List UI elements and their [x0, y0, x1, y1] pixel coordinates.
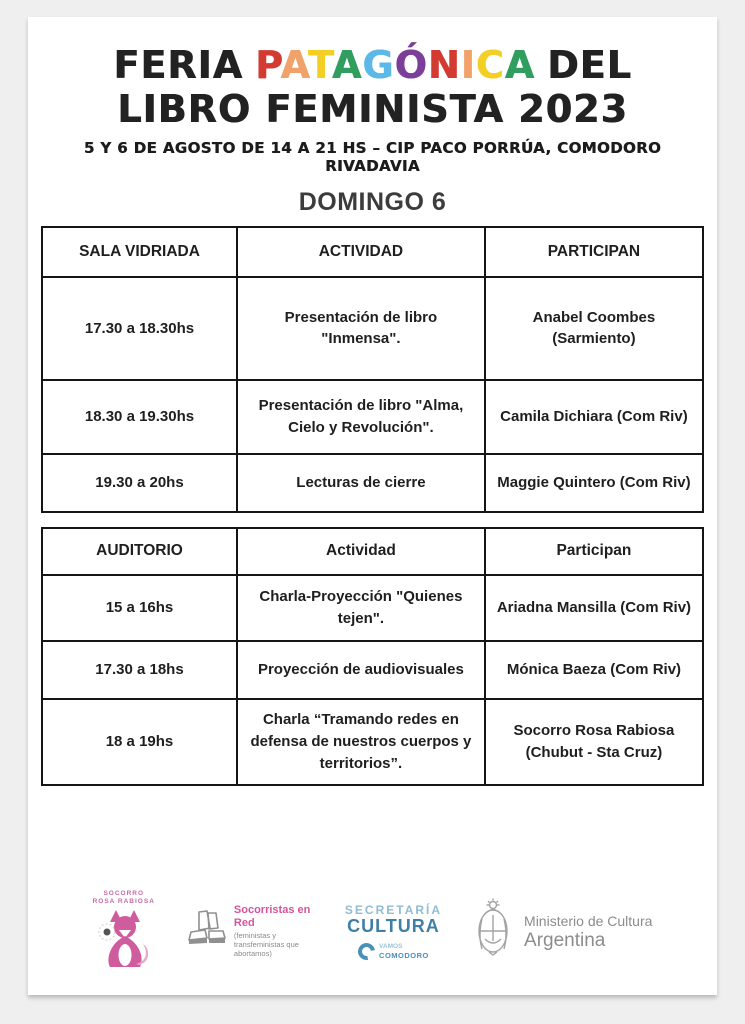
socorristas-text: [234, 904, 315, 959]
column-header: ACTIVIDAD: [237, 227, 485, 277]
cultura-label: CULTURA: [347, 916, 440, 937]
secretaria-label: SECRETARÍA: [344, 903, 443, 918]
ministerio-text: [524, 912, 652, 952]
participants-cell: Camila Dichiara (Com Riv): [485, 380, 703, 454]
participants-cell: Anabel Coombes (Sarmiento): [485, 277, 703, 380]
title-letter: C: [475, 43, 505, 87]
socorro-rosa-rabiosa-logo: [93, 890, 155, 973]
activity-cell: Presentación de libro "Alma, Cielo y Revolución".: [237, 380, 485, 454]
argentina-label: Argentina: [524, 929, 606, 951]
vamos-comodoro-text: [379, 943, 429, 960]
title-letter: P: [254, 43, 281, 87]
time-cell: 15 a 16hs: [42, 575, 237, 641]
header-row: [42, 528, 703, 575]
schedule-row: [42, 454, 703, 512]
schedule-table-auditorio: [41, 527, 704, 786]
activity-cell: Charla-Proyección "Quienes tejen".: [237, 575, 485, 641]
time-cell: 17.30 a 18hs: [42, 641, 237, 699]
title-letter: A: [504, 43, 536, 87]
schedule-table-sala-vidriada: [41, 226, 704, 513]
pink-fox-icon: [95, 906, 153, 973]
vamos-comodoro-lockup: [358, 943, 429, 960]
participants-cell: Mónica Baeza (Com Riv): [485, 641, 703, 699]
activity-cell: Presentación de libro "Inmensa".: [237, 277, 485, 380]
schedule-row: [42, 380, 703, 454]
poster-page: [28, 17, 717, 995]
time-cell: 19.30 a 20hs: [42, 454, 237, 512]
title-letter: N: [427, 43, 461, 87]
schedule-row: [42, 641, 703, 699]
column-header: Participan: [485, 528, 703, 575]
fox-caption-line2: ROSA RABIOSA: [92, 898, 155, 906]
schedule-row: [42, 699, 703, 785]
socorristas-en-red-logo: [185, 904, 315, 959]
schedule-row: [42, 575, 703, 641]
title-letter: G: [362, 43, 395, 87]
column-header: SALA VIDRIADA: [42, 227, 237, 277]
fox-caption-line1: SOCORRO: [103, 889, 145, 897]
event-date-location: 5 Y 6 DE AGOSTO DE 14 A 21 HS – CIP PACO PORRÚA, COMODORO RIVADAVIA: [83, 138, 662, 175]
poster-title: [41, 43, 704, 132]
title-line2: LIBRO FEMINISTA 2023: [117, 87, 628, 132]
title-letter: Ó: [394, 43, 428, 87]
ministerio-label: Ministerio de Cultura: [524, 912, 653, 929]
column-header: AUDITORIO: [42, 528, 237, 575]
activity-cell: Lecturas de cierre: [237, 454, 485, 512]
time-cell: 17.30 a 18.30hs: [42, 277, 237, 380]
socorristas-title: Socorristas en Red: [233, 904, 311, 930]
title-word-patagonica: [255, 43, 535, 87]
activity-cell: Charla “Tramando redes en defensa de nuestros cuerpos y territorios”.: [237, 699, 485, 785]
sponsor-logos: [41, 890, 704, 973]
title-letter: T: [307, 43, 332, 87]
title-letter: A: [331, 43, 363, 87]
activity-cell: Proyección de audiovisuales: [237, 641, 485, 699]
schedule-row: [42, 277, 703, 380]
schedule-tables: [41, 226, 704, 786]
participants-cell: Socorro Rosa Rabiosa (Chubut - Sta Cruz): [485, 699, 703, 785]
column-header: PARTICIPAN: [485, 227, 703, 277]
socorristas-subtitle: (feministas y transfeministas que abortamos): [233, 930, 299, 959]
vamos-label: VAMOS: [379, 943, 403, 951]
participants-cell: Maggie Quintero (Com Riv): [485, 454, 703, 512]
column-header: Actividad: [237, 528, 485, 575]
ministerio-cultura-logo: [472, 897, 652, 966]
header-row: [42, 227, 703, 277]
time-cell: 18.30 a 19.30hs: [42, 380, 237, 454]
participants-cell: Ariadna Mansilla (Com Riv): [485, 575, 703, 641]
title-letter: A: [280, 43, 308, 87]
comodoro-label: COMODORO: [379, 950, 429, 960]
fox-logo-caption: [93, 890, 155, 906]
time-cell: 18 a 19hs: [42, 699, 237, 785]
title-word-feria: FERIA: [113, 43, 243, 87]
argentina-coat-of-arms-icon: [472, 897, 514, 966]
comodoro-c-icon: [355, 940, 379, 964]
boots-icon: [185, 908, 229, 955]
day-heading: DOMINGO 6: [298, 187, 447, 216]
title-word-del: DEL: [547, 43, 632, 87]
title-line1: [41, 43, 704, 87]
secretaria-cultura-logo: [345, 903, 442, 960]
title-letter: I: [460, 43, 476, 87]
